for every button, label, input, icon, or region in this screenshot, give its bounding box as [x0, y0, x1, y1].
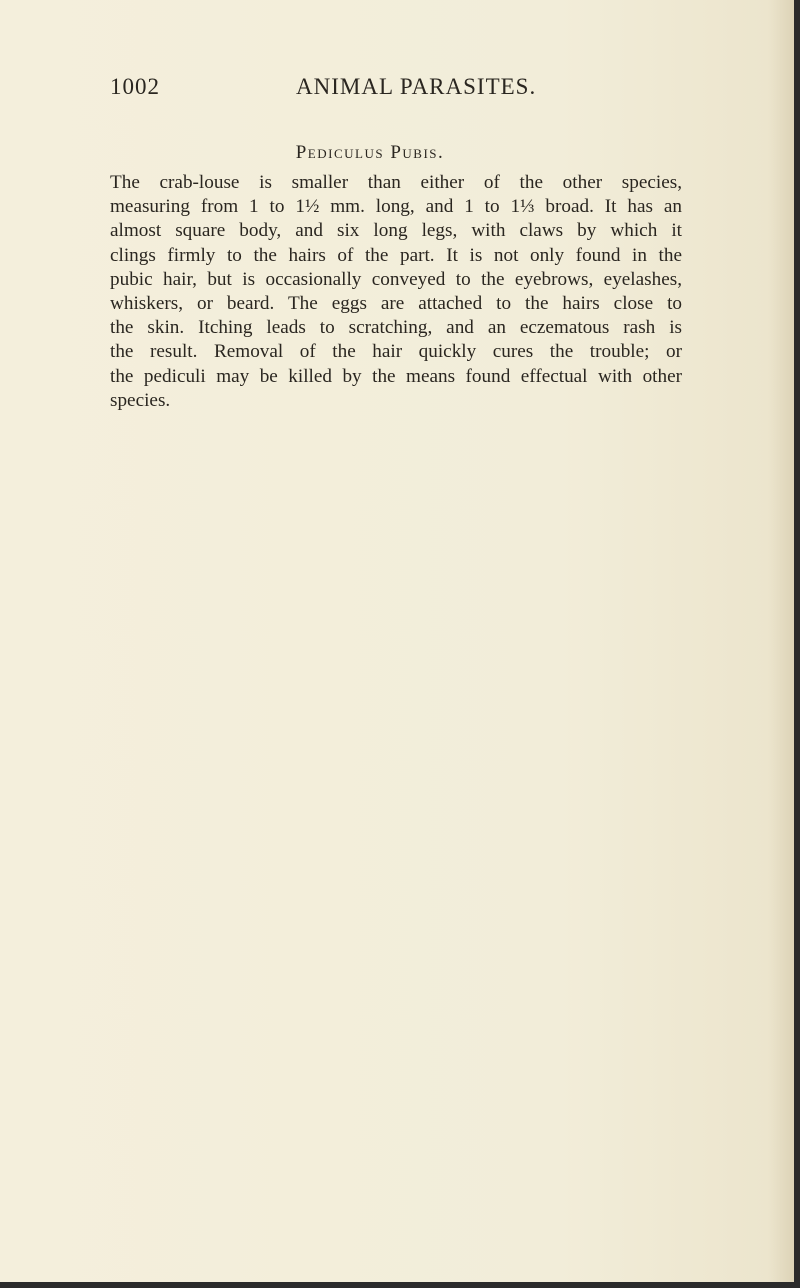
- text-line: the pediculi may be killed by the means found effectual with other: [110, 365, 682, 387]
- page-edge-shadow: [0, 1282, 800, 1288]
- page-edge-shadow: [794, 0, 800, 1288]
- text-line: the result. Removal of the hair quickly cures the trouble; or: [110, 341, 682, 363]
- running-title: ANIMAL PARASITES.: [296, 74, 537, 99]
- body-paragraph: [110, 171, 682, 413]
- running-head: [110, 74, 730, 104]
- text-line: whiskers, or beard. The eggs are attached to the hairs close to: [110, 293, 682, 315]
- text-line: the skin. Itching leads to scratching, and an eczematous rash is: [110, 317, 682, 339]
- section-title: Pediculus Pubis.: [295, 142, 445, 163]
- text-line: almost square body, and six long legs, with claws by which it: [110, 220, 682, 242]
- text-line: The crab-louse is smaller than either of the other species,: [110, 172, 682, 193]
- page-number: 1002: [110, 74, 160, 99]
- text-line: clings firmly to the hairs of the part. It is not only found in the: [110, 244, 682, 266]
- text-line: species.: [110, 389, 171, 411]
- text-line: measuring from 1 to 1½ mm. long, and 1 to 1⅓ broad. It has an: [110, 196, 682, 218]
- text-line: pubic hair, but is occasionally conveyed to the eyebrows, eyelashes,: [110, 268, 682, 290]
